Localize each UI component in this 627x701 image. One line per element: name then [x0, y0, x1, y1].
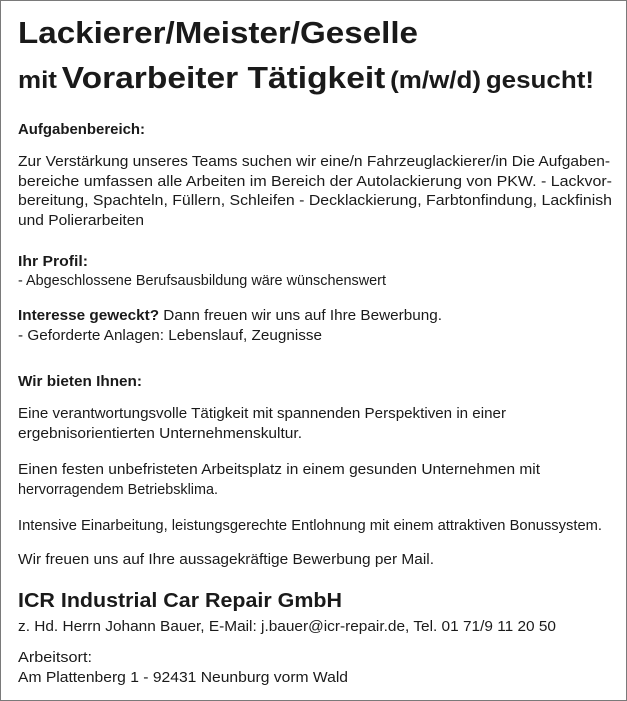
text-line: Zur Verstärkung unseres Teams suchen wir eine/n Fahrzeuglackierer/in Die Aufgaben- [18, 154, 610, 170]
text-line: ergebnisorientierten Unternehmenskultur. [18, 425, 302, 442]
headline-title: Lackierer/Meister/Geselle [18, 15, 418, 50]
headline-subtitle: mit Vorarbeiter Tätigkeit (m/w/d) gesucht! [18, 60, 594, 95]
headline-line2 [18, 57, 612, 104]
company-contact: z. Hd. Herrn Johann Bauer, E-Mail: j.bauer@icr-repair.de, Tel. 01 71/9 11 20 50 [18, 619, 556, 635]
interest-section [18, 307, 612, 346]
company-name: ICR Industrial Car Repair GmbH [18, 590, 342, 612]
interest-text: Dann freuen wir uns auf Ihre Bewerbung. [159, 308, 442, 324]
text-line: Eine verantwortungsvolle Tätigkeit mit spannenden Perspektiven in einer [18, 406, 506, 422]
text-line: hervorragendem Betriebsklima. [18, 481, 218, 498]
tasks-heading: Aufgabenbereich: [18, 122, 145, 138]
tasks-text [18, 153, 612, 231]
offer-paragraph-3: Intensive Einarbeitung, leistungsgerechte Entlohnung mit einem attraktiven Bonussystem. [18, 518, 602, 534]
headline [18, 13, 612, 51]
location-label: Arbeitsort: [18, 650, 92, 666]
location-address: Am Plattenberg 1 - 92431 Neunburg vorm Wald [18, 669, 348, 686]
offer-paragraph-4: Wir freuen uns auf Ihre aussagekräftige Bewerbung per Mail. [18, 552, 434, 568]
offer-heading: Wir bieten Ihnen: [18, 374, 142, 390]
offer-paragraph-1 [18, 405, 612, 444]
work-location [18, 649, 612, 688]
profile-item: - Abgeschlossene Berufsausbildung wäre wünschenswert [18, 273, 386, 289]
text-line: bereiche umfassen alle Arbeiten im Bereich der Autolackierung von PKW. - Lackvor- [18, 173, 612, 190]
profile-heading: Ihr Profil: [18, 254, 88, 270]
text-line: bereitung, Spachteln, Füllern, Schleifen - Decklackierung, Farbtonfindung, Lackfinish [18, 193, 612, 209]
interest-heading: Interesse geweckt? [18, 308, 160, 324]
interest-item: - Geforderte Anlagen: Lebenslauf, Zeugnisse [18, 327, 322, 344]
text-line: Einen festen unbefristeten Arbeitsplatz in einem gesunden Unternehmen mit [18, 462, 540, 478]
offer-paragraph-2 [18, 461, 612, 500]
text-line: und Polierarbeiten [18, 212, 144, 229]
